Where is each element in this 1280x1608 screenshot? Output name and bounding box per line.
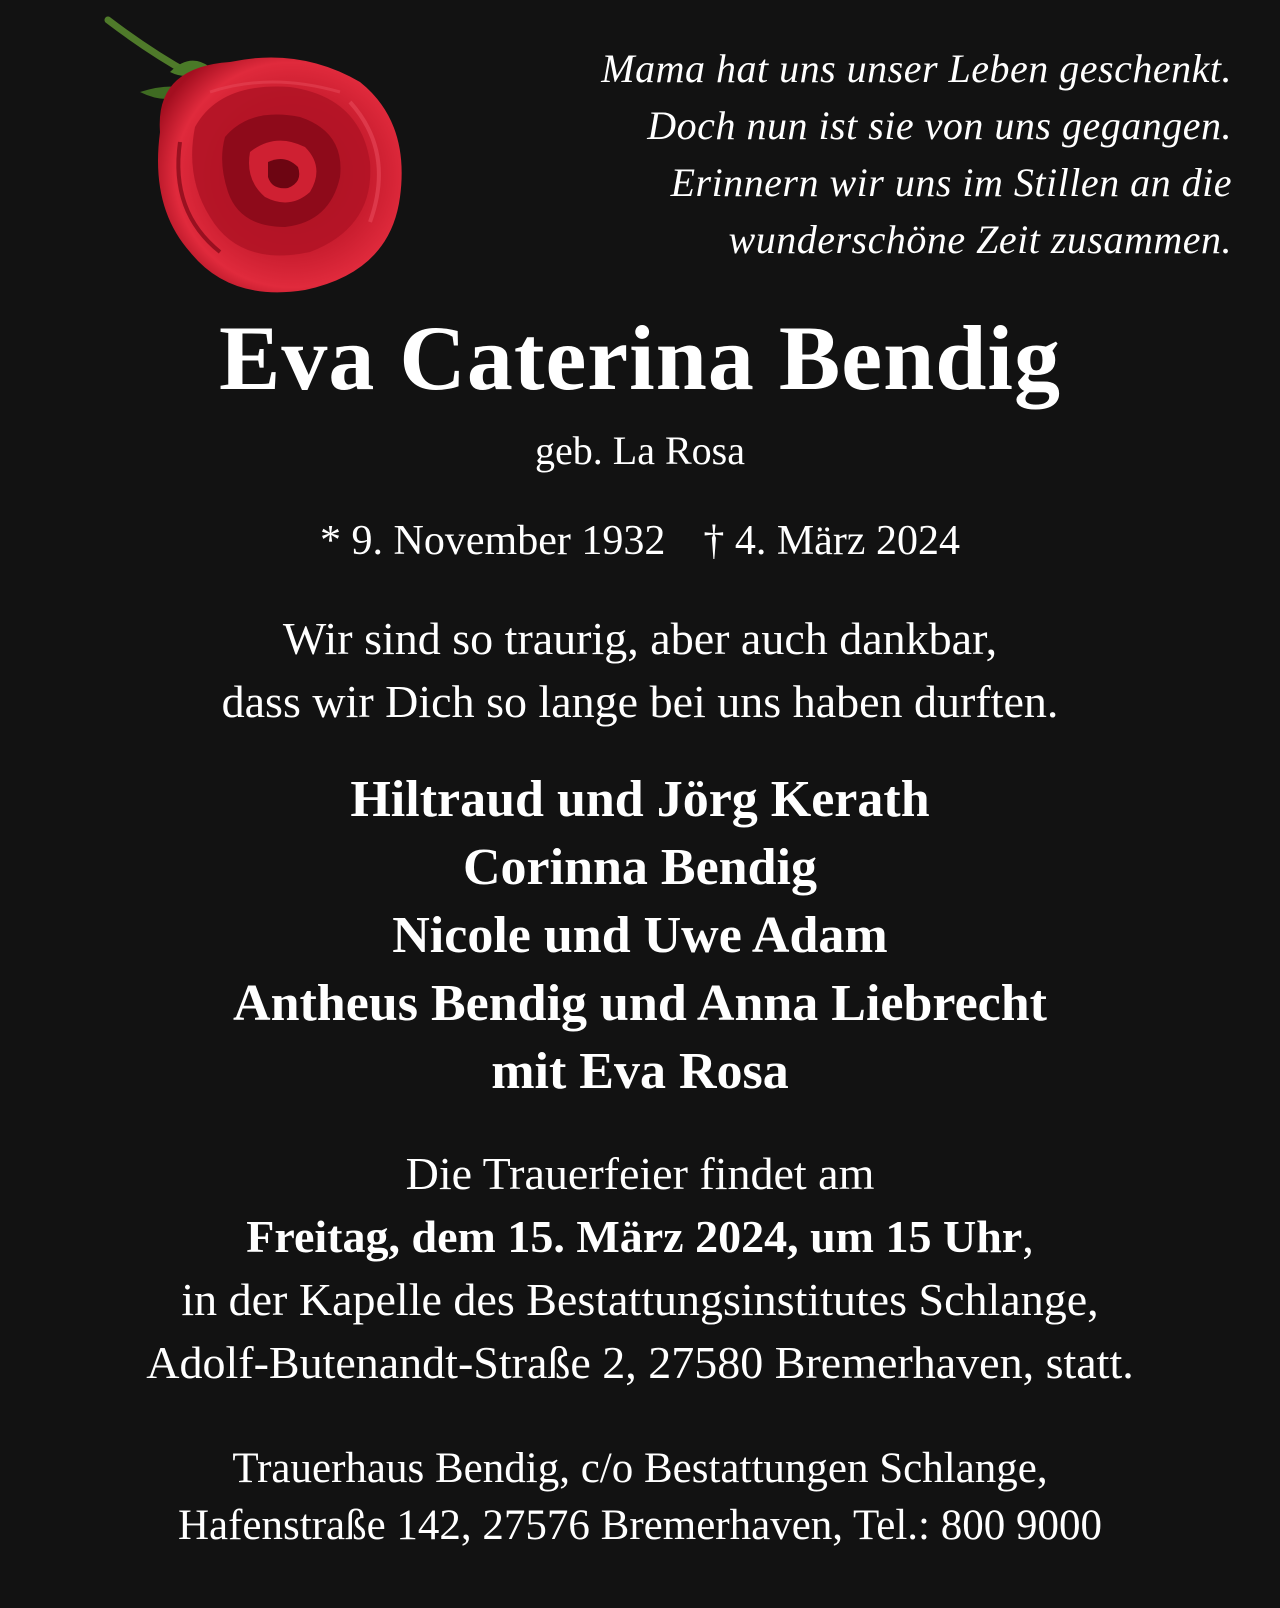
poem-line: Erinnern wir uns im Stillen an die (670, 160, 1232, 205)
contact-line: Trauerhaus Bendig, c/o Bestattungen Schlange, (232, 1445, 1048, 1492)
contact-info (0, 1440, 1280, 1554)
deceased-name: Eva Caterina Bendig (219, 307, 1061, 409)
birth-date: * 9. November 1932 (320, 518, 666, 564)
poem-line: Doch nun ist sie von uns gegangen. (647, 103, 1232, 148)
poem (412, 40, 1232, 268)
quote-line: Wir sind so traurig, aber auch dankbar, (282, 613, 998, 664)
farewell-quote (0, 607, 1280, 733)
red-rose-image (100, 12, 430, 302)
death-date: † 4. März 2024 (703, 518, 960, 564)
mourner-name: mit Eva Rosa (491, 1043, 789, 1100)
mourner-name: Antheus Bendig und Anna Liebrecht (233, 975, 1047, 1032)
service-datetime: Freitag, dem 15. März 2024, um 15 Uhr (246, 1211, 1023, 1262)
mourners-list (0, 766, 1280, 1106)
quote-line: dass wir Dich so lange bei uns haben durften. (221, 676, 1059, 727)
mourner-name: Nicole und Uwe Adam (392, 907, 888, 964)
service-address: Adolf-Butenandt-Straße 2, 27580 Bremerhaven, statt. (146, 1337, 1134, 1388)
life-dates (0, 514, 1280, 568)
service-intro: Die Trauerfeier findet am (405, 1148, 875, 1199)
contact-line: Hafenstraße 142, 27576 Bremerhaven, Tel.: 800 9000 (177, 1502, 1103, 1549)
poem-line: Mama hat uns unser Leben geschenkt. (601, 46, 1232, 91)
poem-line: wunderschöne Zeit zusammen. (728, 217, 1232, 262)
service-location: in der Kapelle des Bestattungsinstitutes Schlange, (181, 1274, 1099, 1325)
service-datetime-line (0, 1205, 1280, 1268)
mourner-name: Corinna Bendig (463, 839, 817, 896)
birth-name: geb. La Rosa (535, 428, 745, 473)
mourner-name: Hiltraud und Jörg Kerath (350, 771, 930, 828)
funeral-service-info (0, 1142, 1280, 1394)
service-datetime-suffix: , (1022, 1211, 1034, 1262)
